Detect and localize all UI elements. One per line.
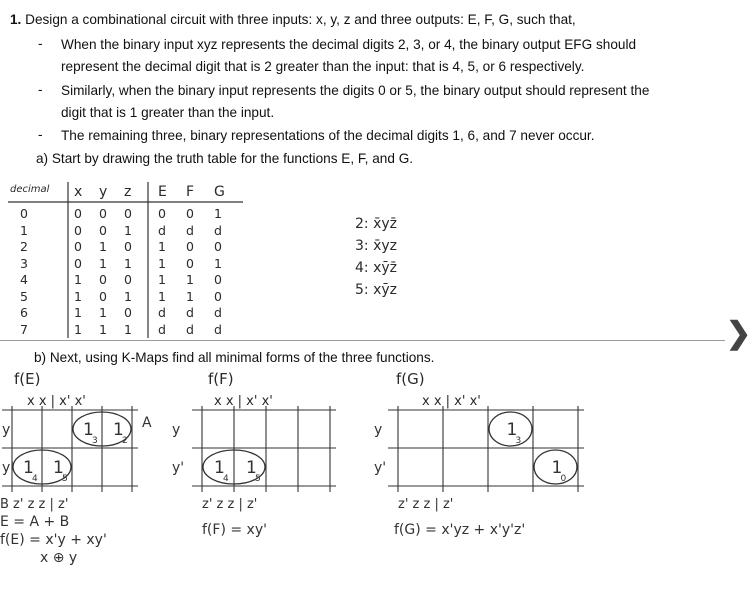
bullet-2-line-1: Similarly, when the binary input represents the digits 0 or 5, the binary output should represent the xyxy=(61,83,650,98)
question-stem xyxy=(10,11,576,28)
bullet-dash: - xyxy=(38,127,43,142)
truth-table-cell: 1 xyxy=(99,305,107,320)
truth-table-cell: 0 xyxy=(74,239,82,254)
kmap-cell-index: 4 xyxy=(32,474,38,484)
minterm-note: 2: x̄yz̄ xyxy=(355,216,397,232)
truth-table-cell: 0 xyxy=(214,239,222,254)
truth-table-cell: 1 xyxy=(214,255,222,271)
truth-table-cell: 1 xyxy=(158,272,166,287)
truth-table-cell: 1 xyxy=(74,305,82,320)
truth-table-cell: 1 xyxy=(124,288,132,304)
truth-table-header: x xyxy=(74,184,83,200)
truth-table-cell: 6 xyxy=(20,305,28,320)
truth-table-header: G xyxy=(214,184,225,200)
truth-table-cell: 1 xyxy=(74,288,82,304)
kmap-row-label: y xyxy=(2,422,11,438)
bullet-1-line-2: represent the decimal digit that is 2 greater than the input: that is 4, 5, or 6 respectively. xyxy=(61,59,585,74)
truth-table-cell: 3 xyxy=(20,255,28,271)
truth-table-cell: d xyxy=(186,321,194,337)
kmap-row-label: y' xyxy=(2,460,15,476)
minterm-note: 4: xȳz̄ xyxy=(355,260,397,276)
minterm-note: 3: x̄yz xyxy=(355,238,397,254)
bullet-3: The remaining three, binary representations of the decimal digits 1, 6, and 7 never occur. xyxy=(61,128,595,143)
kmap-cell-index: 3 xyxy=(515,436,522,446)
kmap-f xyxy=(170,370,370,599)
kmap-answer: f(E) = x'y + xy' xyxy=(0,532,107,548)
truth-table-cell: d xyxy=(214,321,222,337)
next-page-arrow-icon[interactable]: ❯ xyxy=(726,317,751,350)
truth-table-cell: 0 xyxy=(214,272,222,287)
kmap-row-label: y xyxy=(374,422,383,438)
truth-table-cell: 1 xyxy=(74,321,82,337)
truth-table-cell: d xyxy=(214,222,222,238)
kmap-column-header: x x | x' x' xyxy=(27,394,86,409)
truth-table-cell: 1 xyxy=(99,239,107,254)
kmap-column-header: x x | x' x' xyxy=(214,394,273,409)
truth-table-cell: 1 xyxy=(74,272,82,287)
minterm-note: 5: xȳz xyxy=(355,282,397,298)
kmap-cell-index: 2 xyxy=(122,436,128,446)
truth-table-cell: 0 xyxy=(186,255,194,271)
kmap-e xyxy=(0,370,170,599)
truth-table-cell: 1 xyxy=(124,255,132,271)
truth-table-cell: 1 xyxy=(99,255,107,271)
kmap-bottom-labels: z' z z | z' xyxy=(202,497,258,512)
truth-table-cell: 4 xyxy=(20,272,28,287)
kmap-cell-index: 0 xyxy=(560,474,567,484)
kmap-row-label: y' xyxy=(172,460,185,476)
kmap-title: f(F) xyxy=(208,370,234,388)
kmap-cell-value: 1 xyxy=(23,458,34,478)
bullet-1-line-1: When the binary input xyz represents the decimal digits 2, 3, or 4, the binary output EFG should xyxy=(61,37,637,52)
truth-table-cell: 1 xyxy=(158,239,166,254)
bullet-2-line-2: digit that is 1 greater than the input. xyxy=(61,105,275,120)
kmap-cell-index: 3 xyxy=(92,436,98,446)
truth-table-cell: d xyxy=(158,305,166,320)
truth-table-cell: 1 xyxy=(99,321,107,337)
truth-table-cell: d xyxy=(214,305,222,320)
kmap-bottom-labels: z' z z | z' xyxy=(398,497,454,512)
kmap-title: f(G) xyxy=(396,370,425,388)
page-divider xyxy=(0,340,725,341)
truth-table-grid xyxy=(8,180,273,340)
truth-table-cell: d xyxy=(158,321,166,337)
truth-table-cell: 1 xyxy=(158,255,166,271)
truth-table-cell: d xyxy=(186,222,194,238)
bullet-dash: - xyxy=(38,36,43,51)
truth-table-cell: d xyxy=(158,222,166,238)
truth-table-cell: 0 xyxy=(186,206,194,221)
kmap-group-label: A xyxy=(142,415,152,431)
kmap-column-header: x x | x' x' xyxy=(422,394,481,409)
truth-table-cell: 0 xyxy=(124,305,132,320)
kmap-cell-value: 1 xyxy=(246,458,257,478)
truth-table-header: y xyxy=(99,184,108,200)
truth-table-cell: 0 xyxy=(99,288,107,304)
truth-table-cell: 0 xyxy=(124,239,132,254)
kmap-cell-value: 1 xyxy=(53,458,64,478)
truth-table-cell: 0 xyxy=(214,288,222,304)
truth-table xyxy=(8,180,273,340)
kmap-cell-index: 4 xyxy=(223,474,229,484)
kmap-bottom-labels: B z' z z | z' xyxy=(0,497,69,512)
kmap-cell-value: 1 xyxy=(83,420,94,440)
part-a-prompt: a) Start by drawing the truth table for the functions E, F, and G. xyxy=(36,151,414,166)
kmap-cell-value: 1 xyxy=(551,458,563,478)
truth-table-cell: 0 xyxy=(99,206,107,221)
truth-table-header: z xyxy=(124,184,132,200)
kmap-row-label: y xyxy=(172,422,181,438)
truth-table-cell: 0 xyxy=(158,206,166,221)
truth-table-cell: 0 xyxy=(74,206,82,221)
truth-table-header: F xyxy=(186,184,195,200)
kmap-cell-value: 1 xyxy=(214,458,225,478)
truth-table-cell: 1 xyxy=(124,222,132,238)
truth-table-cell: 7 xyxy=(20,321,28,337)
kmap-cell-index: 5 xyxy=(62,474,68,484)
truth-table-cell: 0 xyxy=(186,239,194,254)
kmap-grid xyxy=(170,370,370,599)
kmap-answer: f(F) = xy' xyxy=(202,522,267,538)
truth-table-cell: 0 xyxy=(124,272,132,287)
truth-table-cell: 0 xyxy=(99,272,107,287)
kmap-row-label: y' xyxy=(374,460,387,476)
truth-table-cell: 1 xyxy=(20,222,28,238)
kmap-answer: x ⊕ y xyxy=(40,550,78,566)
truth-table-cell: 1 xyxy=(124,321,132,337)
minterm-notes xyxy=(355,213,397,301)
truth-table-header: E xyxy=(158,184,167,200)
question-stem-text: Design a combinational circuit with three inputs: x, y, z and three outputs: E, F, G, such that, xyxy=(25,12,576,27)
truth-table-cell: 5 xyxy=(20,288,28,304)
kmap-grid xyxy=(370,370,741,599)
kmap-grid xyxy=(0,370,170,599)
truth-table-cell: 0 xyxy=(74,222,82,238)
truth-table-cell: d xyxy=(186,305,194,320)
truth-table-cell: 1 xyxy=(186,288,194,304)
truth-table-cell: 0 xyxy=(74,255,82,271)
truth-table-cell: 0 xyxy=(99,222,107,238)
truth-table-cell: 0 xyxy=(20,206,28,221)
question-number: 1. xyxy=(10,12,22,27)
kmap-g xyxy=(370,370,741,599)
truth-table-cell: 1 xyxy=(214,206,222,221)
kmap-cell-value: 1 xyxy=(506,420,518,440)
bullet-dash: - xyxy=(38,82,43,97)
kmap-cell-index: 5 xyxy=(255,474,261,484)
truth-table-cell: 1 xyxy=(186,272,194,287)
kmap-title: f(E) xyxy=(14,370,41,388)
kmap-cell-value: 1 xyxy=(113,420,124,440)
kmap-answer: f(G) = x'yz + x'y'z' xyxy=(394,522,526,538)
part-b-prompt: b) Next, using K-Maps find all minimal forms of the three functions. xyxy=(34,350,435,365)
truth-table-cell: 2 xyxy=(20,239,28,254)
truth-table-cell: 1 xyxy=(158,288,166,304)
truth-table-cell: 0 xyxy=(124,206,132,221)
kmap-answer: E = A + B xyxy=(0,514,70,530)
truth-table-header: decimal xyxy=(10,184,50,195)
